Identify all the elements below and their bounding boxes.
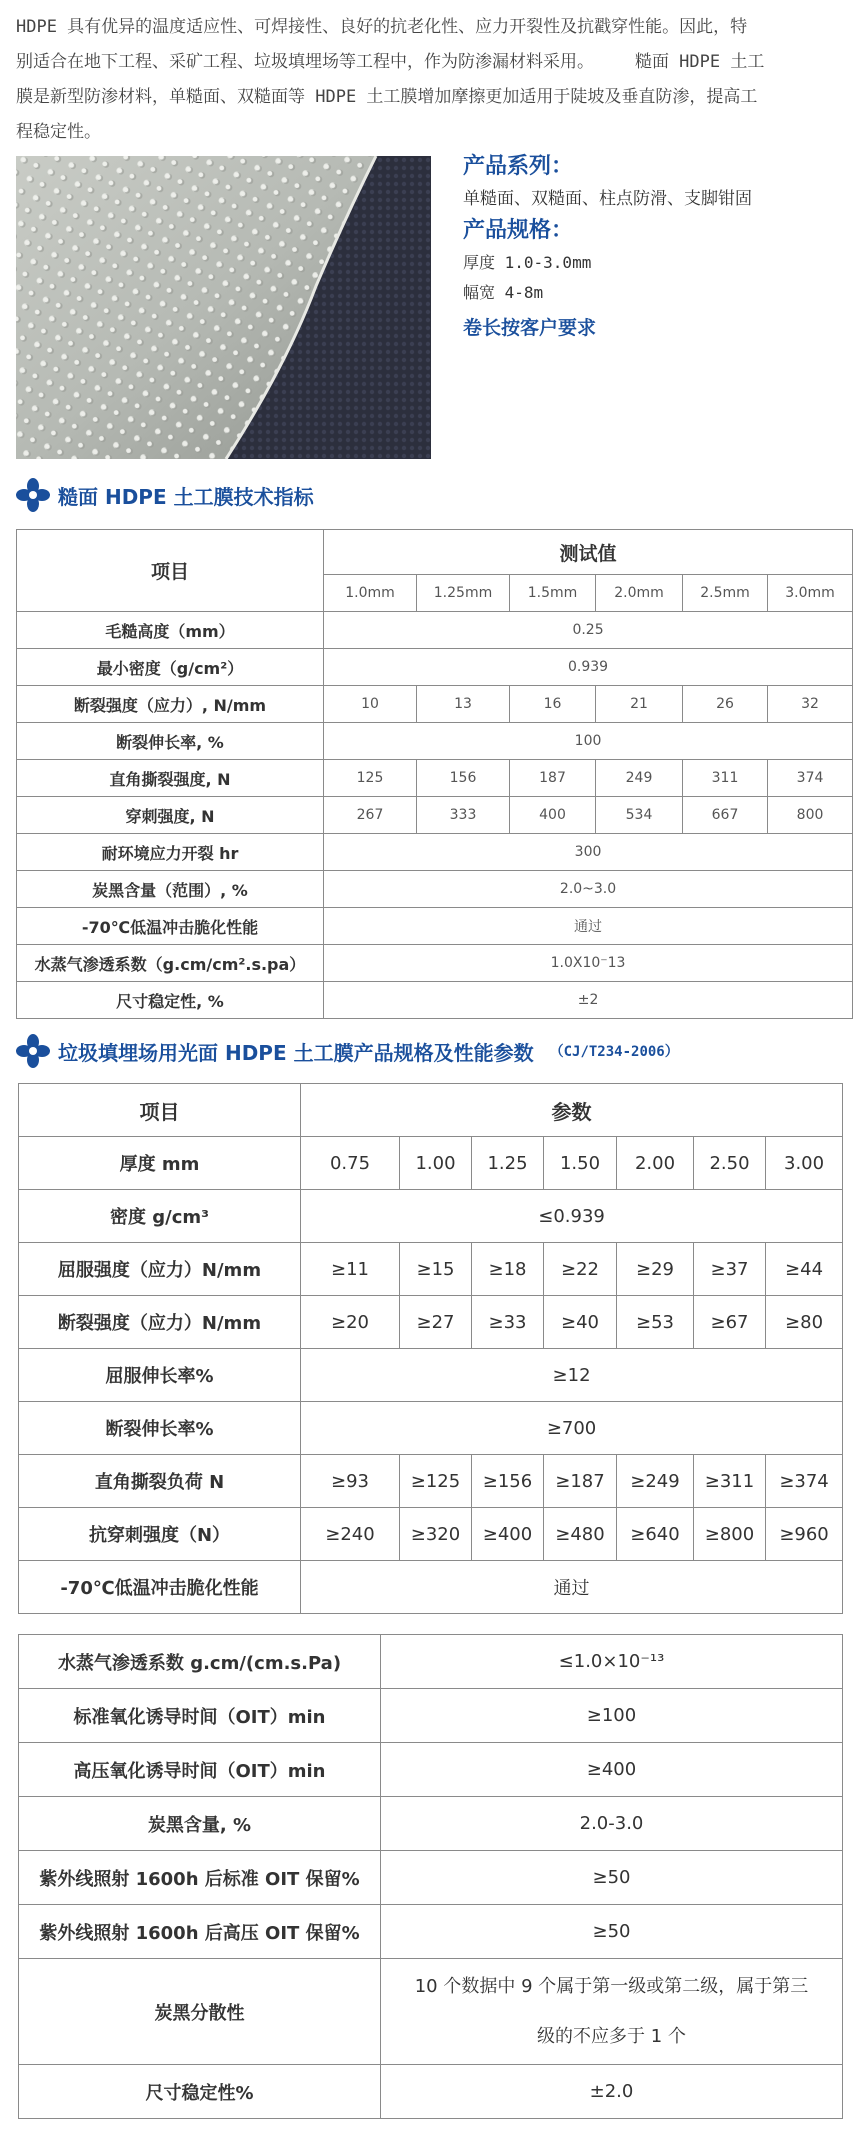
- table-row: [19, 1137, 843, 1190]
- table-row: [19, 1296, 843, 1349]
- row-label: 尺寸稳定性, %: [17, 982, 324, 1019]
- spec-heading: 产品规格：: [463, 218, 574, 243]
- row-value: 534: [596, 797, 683, 834]
- row-value: ≥22: [544, 1243, 617, 1296]
- table1-thickness-cell: 3.0mm: [768, 575, 853, 612]
- row-value: 16: [510, 686, 596, 723]
- table1-thickness-cell: 1.25mm: [417, 575, 510, 612]
- series-heading: 产品系列：: [463, 154, 574, 179]
- row-value: ≤0.939: [301, 1190, 843, 1243]
- row-value: 32: [768, 686, 853, 723]
- row-label: -70℃低温冲击脆化性能: [17, 908, 324, 945]
- row-value: 0.939: [324, 649, 853, 686]
- table-row: [17, 871, 853, 908]
- table-row: [17, 760, 853, 797]
- table-row: [17, 686, 853, 723]
- row-label: 穿刺强度, N: [17, 797, 324, 834]
- table1-header-row: [17, 530, 853, 575]
- row-label: -70℃低温冲击脆化性能: [19, 1561, 301, 1614]
- table-row: [19, 1349, 843, 1402]
- row-value: ≥400: [472, 1508, 544, 1561]
- row-value: ≥400: [381, 1743, 843, 1797]
- table-row: [19, 2065, 843, 2119]
- table2-param-header: 参数: [301, 1084, 843, 1137]
- row-value: 1.00: [400, 1137, 472, 1190]
- row-label: 高压氧化诱导时间（OIT）min: [19, 1743, 381, 1797]
- table1-thickness-cell: 2.5mm: [683, 575, 768, 612]
- row-value: 100: [324, 723, 853, 760]
- row-value: ≥80: [766, 1296, 843, 1349]
- intro-line-3: 膜是新型防渗材料，单糙面、双糙面等 HDPE 土工膜增加摩擦更加适用于陡坡及垂直防渗，提高工: [16, 87, 758, 107]
- row-label: 直角撕裂负荷 N: [19, 1455, 301, 1508]
- table-row: [19, 1905, 843, 1959]
- row-label: 最小密度（g/cm²）: [17, 649, 324, 686]
- row-value: ≥20: [301, 1296, 400, 1349]
- row-label: 炭黑含量（范围）, %: [17, 871, 324, 908]
- row-value: ≥27: [400, 1296, 472, 1349]
- row-label: 标准氧化诱导时间（OIT）min: [19, 1689, 381, 1743]
- row-label: 尺寸稳定性%: [19, 2065, 381, 2119]
- thickness-text: 厚度 1.0-3.0mm: [463, 253, 592, 272]
- row-value: 0.75: [301, 1137, 400, 1190]
- row-value: ≥311: [694, 1455, 766, 1508]
- table-row: [19, 1959, 843, 2065]
- row-value-line: 级的不应多于 1 个: [537, 2025, 686, 2047]
- row-label: 水蒸气渗透系数 g.cm/(cm.s.Pa): [19, 1635, 381, 1689]
- series-text: 单糙面、双糙面、柱点防滑、支脚钳固: [463, 189, 752, 209]
- row-value: 1.0X10⁻13: [324, 945, 853, 982]
- product-photo: [16, 156, 431, 459]
- row-value: ±2: [324, 982, 853, 1019]
- row-value: ≥374: [766, 1455, 843, 1508]
- table-row: [19, 1455, 843, 1508]
- row-value: ≥12: [301, 1349, 843, 1402]
- row-value: ≥249: [617, 1455, 694, 1508]
- row-value: 2.50: [694, 1137, 766, 1190]
- section2-standard: （CJ/T234-2006）: [549, 1044, 679, 1060]
- row-value: ≥11: [301, 1243, 400, 1296]
- row-value: ≥700: [301, 1402, 843, 1455]
- row-value: 通过: [324, 908, 853, 945]
- row-value: ≥93: [301, 1455, 400, 1508]
- row-label: 紫外线照射 1600h 后标准 OIT 保留%: [19, 1851, 381, 1905]
- row-value-multiline: [381, 1959, 843, 2065]
- table2-item-header: 项目: [19, 1084, 301, 1137]
- row-value: 13: [417, 686, 510, 723]
- row-value: ≥15: [400, 1243, 472, 1296]
- row-value: 通过: [301, 1561, 843, 1614]
- landfill-membrane-spec-table: [18, 1083, 843, 1614]
- table1-thickness-cell: 1.5mm: [510, 575, 596, 612]
- row-value: 300: [324, 834, 853, 871]
- row-value: ≥800: [694, 1508, 766, 1561]
- row-label: 耐环境应力开裂 hr: [17, 834, 324, 871]
- row-value: ≥960: [766, 1508, 843, 1561]
- table-row: [19, 1635, 843, 1689]
- row-value: ≥240: [301, 1508, 400, 1561]
- table1-item-header: 项目: [17, 530, 324, 612]
- row-label: 断裂伸长率%: [19, 1402, 301, 1455]
- row-value: 667: [683, 797, 768, 834]
- clover-icon: [16, 478, 50, 512]
- row-value: ≥480: [544, 1508, 617, 1561]
- row-value: 3.00: [766, 1137, 843, 1190]
- table-row: [19, 1797, 843, 1851]
- row-value: 1.25: [472, 1137, 544, 1190]
- row-value: 10: [324, 686, 417, 723]
- row-value: ≥100: [381, 1689, 843, 1743]
- row-value-line: 10 个数据中 9 个属于第一级或第二级，属于第三: [414, 1975, 809, 1997]
- row-value: ≥320: [400, 1508, 472, 1561]
- row-value: 800: [768, 797, 853, 834]
- table-row: [19, 1689, 843, 1743]
- row-value: 156: [417, 760, 510, 797]
- row-label: 抗穿刺强度（N）: [19, 1508, 301, 1561]
- row-value: 249: [596, 760, 683, 797]
- table-row: [17, 612, 853, 649]
- row-value: 311: [683, 760, 768, 797]
- table-row: [17, 649, 853, 686]
- row-value: ≥40: [544, 1296, 617, 1349]
- row-label: 炭黑分散性: [19, 1959, 381, 2065]
- row-value: 0.25: [324, 612, 853, 649]
- row-label: 厚度 mm: [19, 1137, 301, 1190]
- row-value: ±2.0: [381, 2065, 843, 2119]
- row-value: ≤1.0×10⁻¹³: [381, 1635, 843, 1689]
- roll-length-note: 卷长按客户要求: [463, 317, 597, 339]
- row-value: ≥53: [617, 1296, 694, 1349]
- table1-value-header: 测试值: [324, 530, 853, 575]
- row-value: 125: [324, 760, 417, 797]
- row-label: 断裂强度（应力）, N/mm: [17, 686, 324, 723]
- row-value: 333: [417, 797, 510, 834]
- product-spec-block: [463, 150, 843, 348]
- intro-line-1: HDPE 具有优异的温度适应性、可焊接性、良好的抗老化性、应力开裂性及抗戳穿性能。因此，特: [16, 17, 748, 37]
- row-value: 26: [683, 686, 768, 723]
- intro-paragraph: [16, 10, 844, 150]
- intro-line-4: 程稳定性。: [16, 122, 101, 142]
- row-value: ≥18: [472, 1243, 544, 1296]
- row-label: 炭黑含量, %: [19, 1797, 381, 1851]
- row-value: 187: [510, 760, 596, 797]
- section1-title-text: 糙面 HDPE 土工膜技术指标: [58, 484, 314, 509]
- row-value: 21: [596, 686, 683, 723]
- table-row: [17, 982, 853, 1019]
- row-value: 2.0~3.0: [324, 871, 853, 908]
- row-label: 毛糙高度（mm）: [17, 612, 324, 649]
- row-label: 断裂强度（应力）N/mm: [19, 1296, 301, 1349]
- row-value: ≥33: [472, 1296, 544, 1349]
- section2-title: [16, 1034, 679, 1068]
- row-value: ≥29: [617, 1243, 694, 1296]
- table-row: [17, 834, 853, 871]
- row-value: ≥640: [617, 1508, 694, 1561]
- table-row: [17, 797, 853, 834]
- table-row: [19, 1561, 843, 1614]
- table-row: [17, 945, 853, 982]
- row-value: ≥50: [381, 1905, 843, 1959]
- table2-header-row: [19, 1084, 843, 1137]
- row-value: ≥67: [694, 1296, 766, 1349]
- row-label: 水蒸气渗透系数（g.cm/cm².s.pa）: [17, 945, 324, 982]
- table-row: [19, 1190, 843, 1243]
- row-value: ≥50: [381, 1851, 843, 1905]
- row-label: 紫外线照射 1600h 后高压 OIT 保留%: [19, 1905, 381, 1959]
- section1-title: [16, 478, 314, 512]
- membrane-texture-image: [16, 156, 431, 459]
- section2-title-text: 垃圾填埋场用光面 HDPE 土工膜产品规格及性能参数: [58, 1040, 534, 1065]
- intro-line-2: 别适合在地下工程、采矿工程、垃圾填埋场等工程中，作为防渗漏材料采用。 糙面 HDPE 土工: [16, 52, 765, 72]
- row-label: 直角撕裂强度, N: [17, 760, 324, 797]
- table1-thickness-cell: 2.0mm: [596, 575, 683, 612]
- row-value: ≥187: [544, 1455, 617, 1508]
- row-value: ≥125: [400, 1455, 472, 1508]
- row-value: 400: [510, 797, 596, 834]
- landfill-membrane-performance-table: [18, 1634, 843, 2119]
- width-text: 幅宽 4-8m: [463, 283, 544, 302]
- table-row: [19, 1851, 843, 1905]
- row-value: 267: [324, 797, 417, 834]
- row-value: 374: [768, 760, 853, 797]
- row-label: 断裂伸长率, %: [17, 723, 324, 760]
- row-value: 2.00: [617, 1137, 694, 1190]
- table-row: [19, 1243, 843, 1296]
- table-row: [19, 1743, 843, 1797]
- row-label: 屈服伸长率%: [19, 1349, 301, 1402]
- table-row: [17, 723, 853, 760]
- rough-membrane-spec-table: [16, 529, 853, 1019]
- table-row: [19, 1508, 843, 1561]
- row-value: ≥156: [472, 1455, 544, 1508]
- row-value: 1.50: [544, 1137, 617, 1190]
- row-label: 屈服强度（应力）N/mm: [19, 1243, 301, 1296]
- row-value: ≥44: [766, 1243, 843, 1296]
- row-value: ≥37: [694, 1243, 766, 1296]
- row-value: 2.0-3.0: [381, 1797, 843, 1851]
- row-label: 密度 g/cm³: [19, 1190, 301, 1243]
- table-row: [17, 908, 853, 945]
- clover-icon: [16, 1034, 50, 1068]
- table1-thickness-cell: 1.0mm: [324, 575, 417, 612]
- table-row: [19, 1402, 843, 1455]
